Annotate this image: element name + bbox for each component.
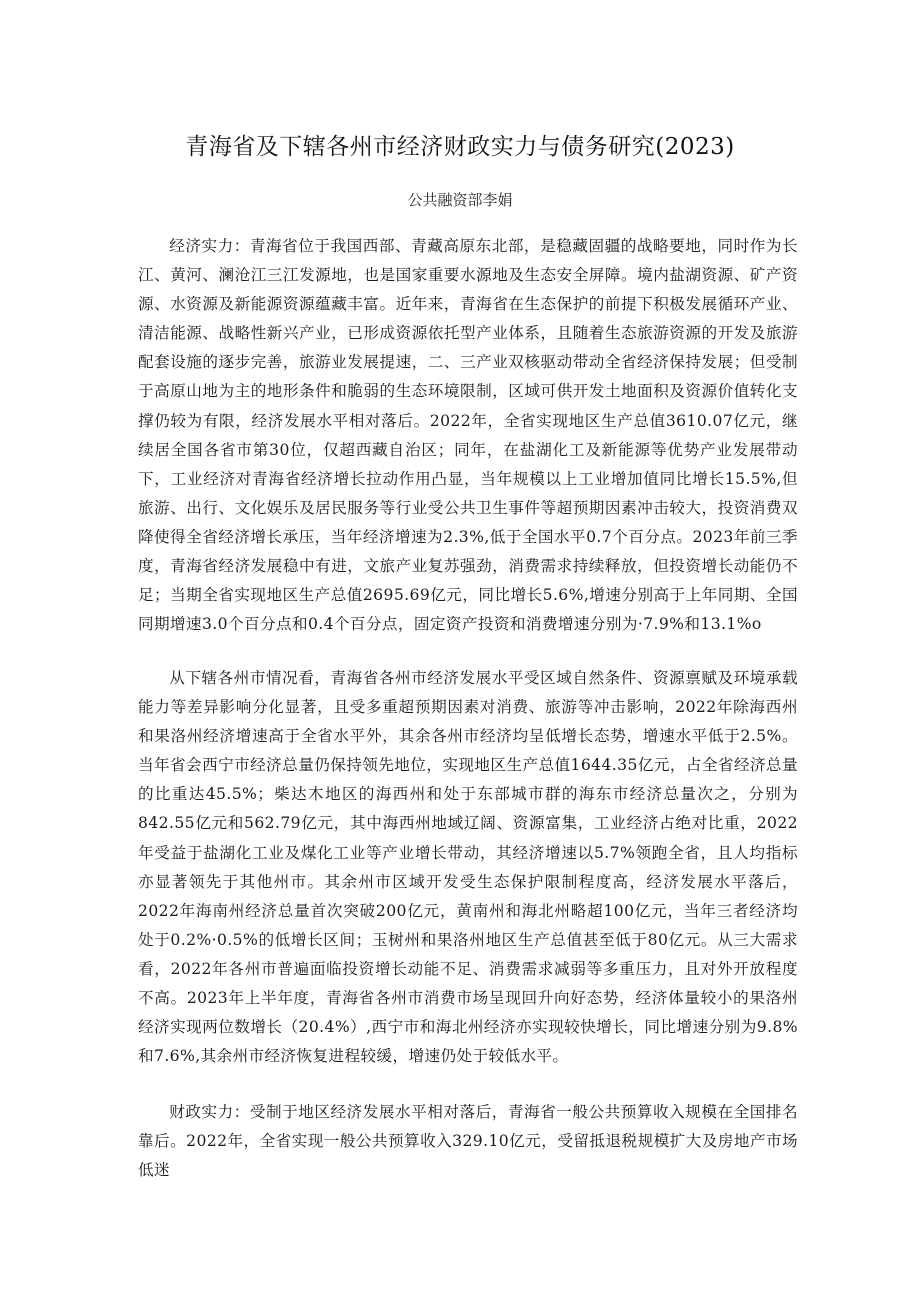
paragraph-economic-strength: 经济实力：青海省位于我国西部、青藏高原东北部，是稳藏固疆的战略要地，同时作为长江、黄河、澜沧江三江发源地，也是国家重要水源地及生态安全屏障。境内盐湖资源、矿产资源、水资源及新能源资源蕴藏丰富。近年来，青海省在生态保护的前提下积极发展循环产业、清洁能源、战略性新兴产业，已形成资源依托型产业体系，且随着生态旅游资源的开发及旅游配套设施的逐步完善，旅游业发展提速，二、三产业双核驱动带动全省经济保持发展；但受制于高原山地为主的地形条件和脆弱的生态环境限制，区域可供开发土地面积及资源价值转化支撑仍较为有限，经济发展水平相对落后。2022年，全省实现地区生产总值3610.07亿元，继续居全国各省市第30位，仅超西藏自治区；同年，在盐湖化工及新能源等优势产业发展带动下，工业经济对青海省经济增长拉动作用凸显，当年规模以上工业增加值同比增长15.5%,但旅游、出行、文化娱乐及居民服务等行业受公共卫生事件等超预期因素冲击较大，投资消费双降使得全省经济增长承压，当年经济增速为2.3%,低于全国水平0.7个百分点。2023年前三季度，青海省经济发展稳中有进，文旅产业复苏强劲，消费需求持续释放，但投资增长动能仍不足；当期全省实现地区生产总值2695.69亿元，同比增长5.6%,增速分别高于上年同期、全国同期增速3.0个百分点和0.4个百分点，固定资产投资和消费增速分别为·7.9%和13.1%o (138, 237, 798, 634)
paragraph-fiscal-strength: 财政实力：受制于地区经济发展水平相对落后，青海省一般公共预算收入规模在全国排名靠后。2022年，全省实现一般公共预算收入329.10亿元，受留抵退税规模扩大及房地产市场低迷 (138, 1103, 798, 1180)
paragraph-prefecture-overview: 从下辖各州市情况看，青海省各州市经济发展水平受区域自然条件、资源禀赋及环境承载能力等差异影响分化显著，且受多重超预期因素对消费、旅游等冲击影响，2022年除海西州和果洛州经济增速高于全省水平外，其余各州市经济均呈低增长态势，增速水平低于2.5%。当年省会西宁市经济总量仍保持领先地位，实现地区生产总值1644.35亿元，占全省经济总量的比重达45.5%；柴达木地区的海西州和处于东部城市群的海东市经济总量次之，分别为842.55亿元和562.79亿元，其中海西州地域辽阔、资源富集，工业经济占绝对比重，2022年受益于盐湖化工业及煤化工业等产业增长带动，其经济增速以5.7%领跑全省，且人均指标亦显著领先于其他州市。其余州市区域开发受生态保护限制程度高，经济发展水平落后，2022年海南州经济总量首次突破200亿元，黄南州和海北州略超100亿元，当年三者经济均处于0.2%·0.5%的低增长区间；玉树州和果洛州地区生产总值甚至低于80亿元。从三大需求看，2022年各州市普遍面临投资增长动能不足、消费需求减弱等多重压力，且对外开放程度不高。2023年上半年度，青海省各州市消费市场呈现回升向好态势，经济体量较小的果洛州经济实现两位数增长（20.4%）,西宁市和海北州经济亦实现较快增长，同比增速分别为9.8%和7.6%,其余州市经济恢复进程较缓，增速仍处于较低水平。 (138, 669, 798, 1066)
author-line: 公共融资部李娟 (407, 191, 513, 209)
document-title: 青海省及下辖各州市经济财政实力与债务研究(2023) (185, 134, 735, 160)
